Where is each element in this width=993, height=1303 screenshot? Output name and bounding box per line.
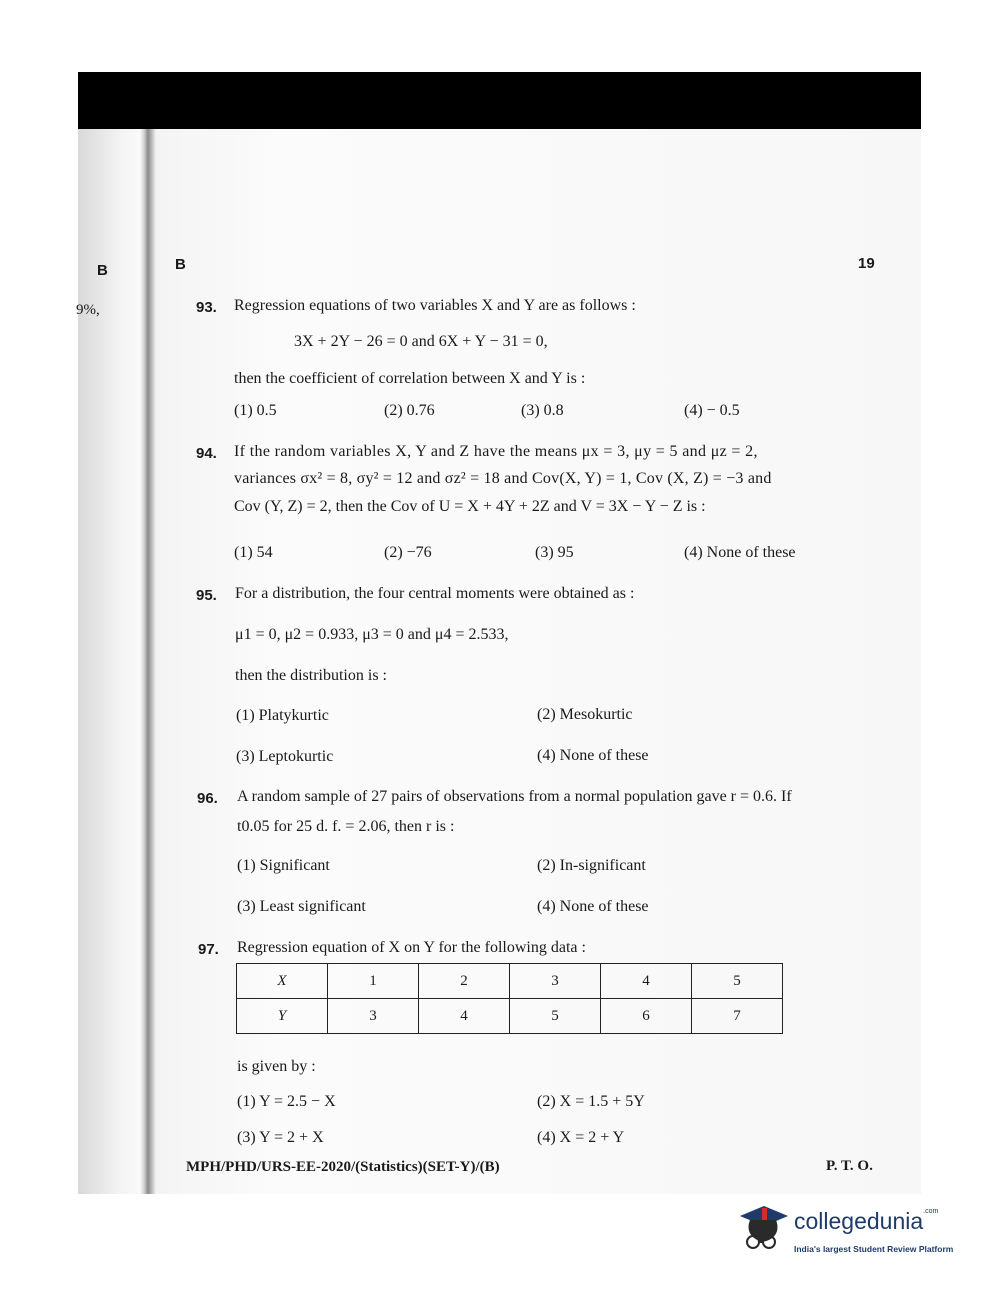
question-text: If the random variables X, Y and Z have the means μx = 3, μy = 5 and μz = 2, bbox=[234, 443, 758, 460]
table-row bbox=[237, 964, 783, 999]
table-cell: 4 bbox=[601, 964, 692, 999]
left-margin-letter: B bbox=[97, 262, 108, 279]
question-text: Regression equations of two variables X and Y are as follows : bbox=[234, 297, 636, 314]
option: (3) Leptokurtic bbox=[236, 748, 334, 765]
question-text: is given by : bbox=[237, 1058, 316, 1075]
table-row-label: Y bbox=[237, 999, 328, 1034]
option: (1) Significant bbox=[237, 857, 330, 874]
table-row-label: X bbox=[237, 964, 328, 999]
option: (2) 0.76 bbox=[384, 402, 435, 419]
question-text: then the distribution is : bbox=[235, 667, 387, 684]
equation: 3X + 2Y − 26 = 0 and 6X + Y − 31 = 0, bbox=[294, 333, 548, 350]
brand-name: collegedunia$^{.com}$ bbox=[794, 1208, 939, 1234]
question-number: 93. bbox=[196, 299, 217, 316]
option: (4) None of these bbox=[684, 544, 796, 561]
table-cell: 5 bbox=[510, 999, 601, 1034]
option: (3) 0.8 bbox=[521, 402, 564, 419]
option: (4) X = 2 + Y bbox=[537, 1129, 625, 1146]
question-text: t0.05 for 25 d. f. = 2.06, then r is : bbox=[237, 818, 455, 835]
brand-tagline: India's largest Student Review Platform bbox=[794, 1244, 954, 1254]
question-text: then the coefficient of correlation between X and Y is : bbox=[234, 370, 586, 387]
page-number: 19 bbox=[858, 255, 875, 272]
question-text: For a distribution, the four central moments were obtained as : bbox=[235, 585, 635, 602]
question-number: 95. bbox=[196, 587, 217, 604]
question-text: Cov (Y, Z) = 2, then the Cov of U = X + 4Y + 2Z and V = 3X − Y − Z is : bbox=[234, 498, 706, 515]
option: (3) 95 bbox=[535, 544, 574, 561]
table-cell: 3 bbox=[510, 964, 601, 999]
table-cell: 4 bbox=[419, 999, 510, 1034]
option: (1) Y = 2.5 − X bbox=[237, 1093, 336, 1110]
table-cell: 3 bbox=[328, 999, 419, 1034]
option: (2) In-significant bbox=[537, 857, 646, 874]
option: (4) − 0.5 bbox=[684, 402, 740, 419]
table-row bbox=[237, 999, 783, 1034]
table-cell: 7 bbox=[692, 999, 783, 1034]
option: (4) None of these bbox=[537, 898, 649, 915]
question-number: 94. bbox=[196, 445, 217, 462]
paper-code: MPH/PHD/URS-EE-2020/(Statistics)(SET-Y)/(B) bbox=[186, 1159, 500, 1175]
question-text: variances σx² = 8, σy² = 12 and σz² = 18 and Cov(X, Y) = 1, Cov (X, Z) = −3 and bbox=[234, 470, 772, 487]
pto-label: P. T. O. bbox=[826, 1158, 873, 1174]
top-black-bar bbox=[78, 72, 921, 129]
option: (4) None of these bbox=[537, 747, 649, 764]
question-number: 97. bbox=[198, 941, 219, 958]
option: (1) 0.5 bbox=[234, 402, 277, 419]
table-cell: 5 bbox=[692, 964, 783, 999]
equation: μ1 = 0, μ2 = 0.933, μ3 = 0 and μ4 = 2.533, bbox=[235, 626, 509, 643]
option: (2) X = 1.5 + 5Y bbox=[537, 1093, 645, 1110]
question-text: Regression equation of X on Y for the following data : bbox=[237, 939, 586, 956]
question-text: A random sample of 27 pairs of observations from a normal population gave r = 0.6. If bbox=[237, 788, 792, 805]
table-cell: 2 bbox=[419, 964, 510, 999]
scanned-page bbox=[78, 129, 921, 1194]
table-cell: 1 bbox=[328, 964, 419, 999]
option: (2) Mesokurtic bbox=[537, 706, 633, 723]
option: (3) Least significant bbox=[237, 898, 366, 915]
option: (2) −76 bbox=[384, 544, 432, 561]
data-table bbox=[236, 963, 783, 1034]
option: (3) Y = 2 + X bbox=[237, 1129, 324, 1146]
table-cell: 6 bbox=[601, 999, 692, 1034]
set-letter: B bbox=[175, 256, 186, 273]
option: (1) Platykurtic bbox=[236, 707, 329, 724]
left-margin-text: 9%, bbox=[76, 302, 100, 318]
question-number: 96. bbox=[197, 790, 218, 807]
option: (1) 54 bbox=[234, 544, 273, 561]
